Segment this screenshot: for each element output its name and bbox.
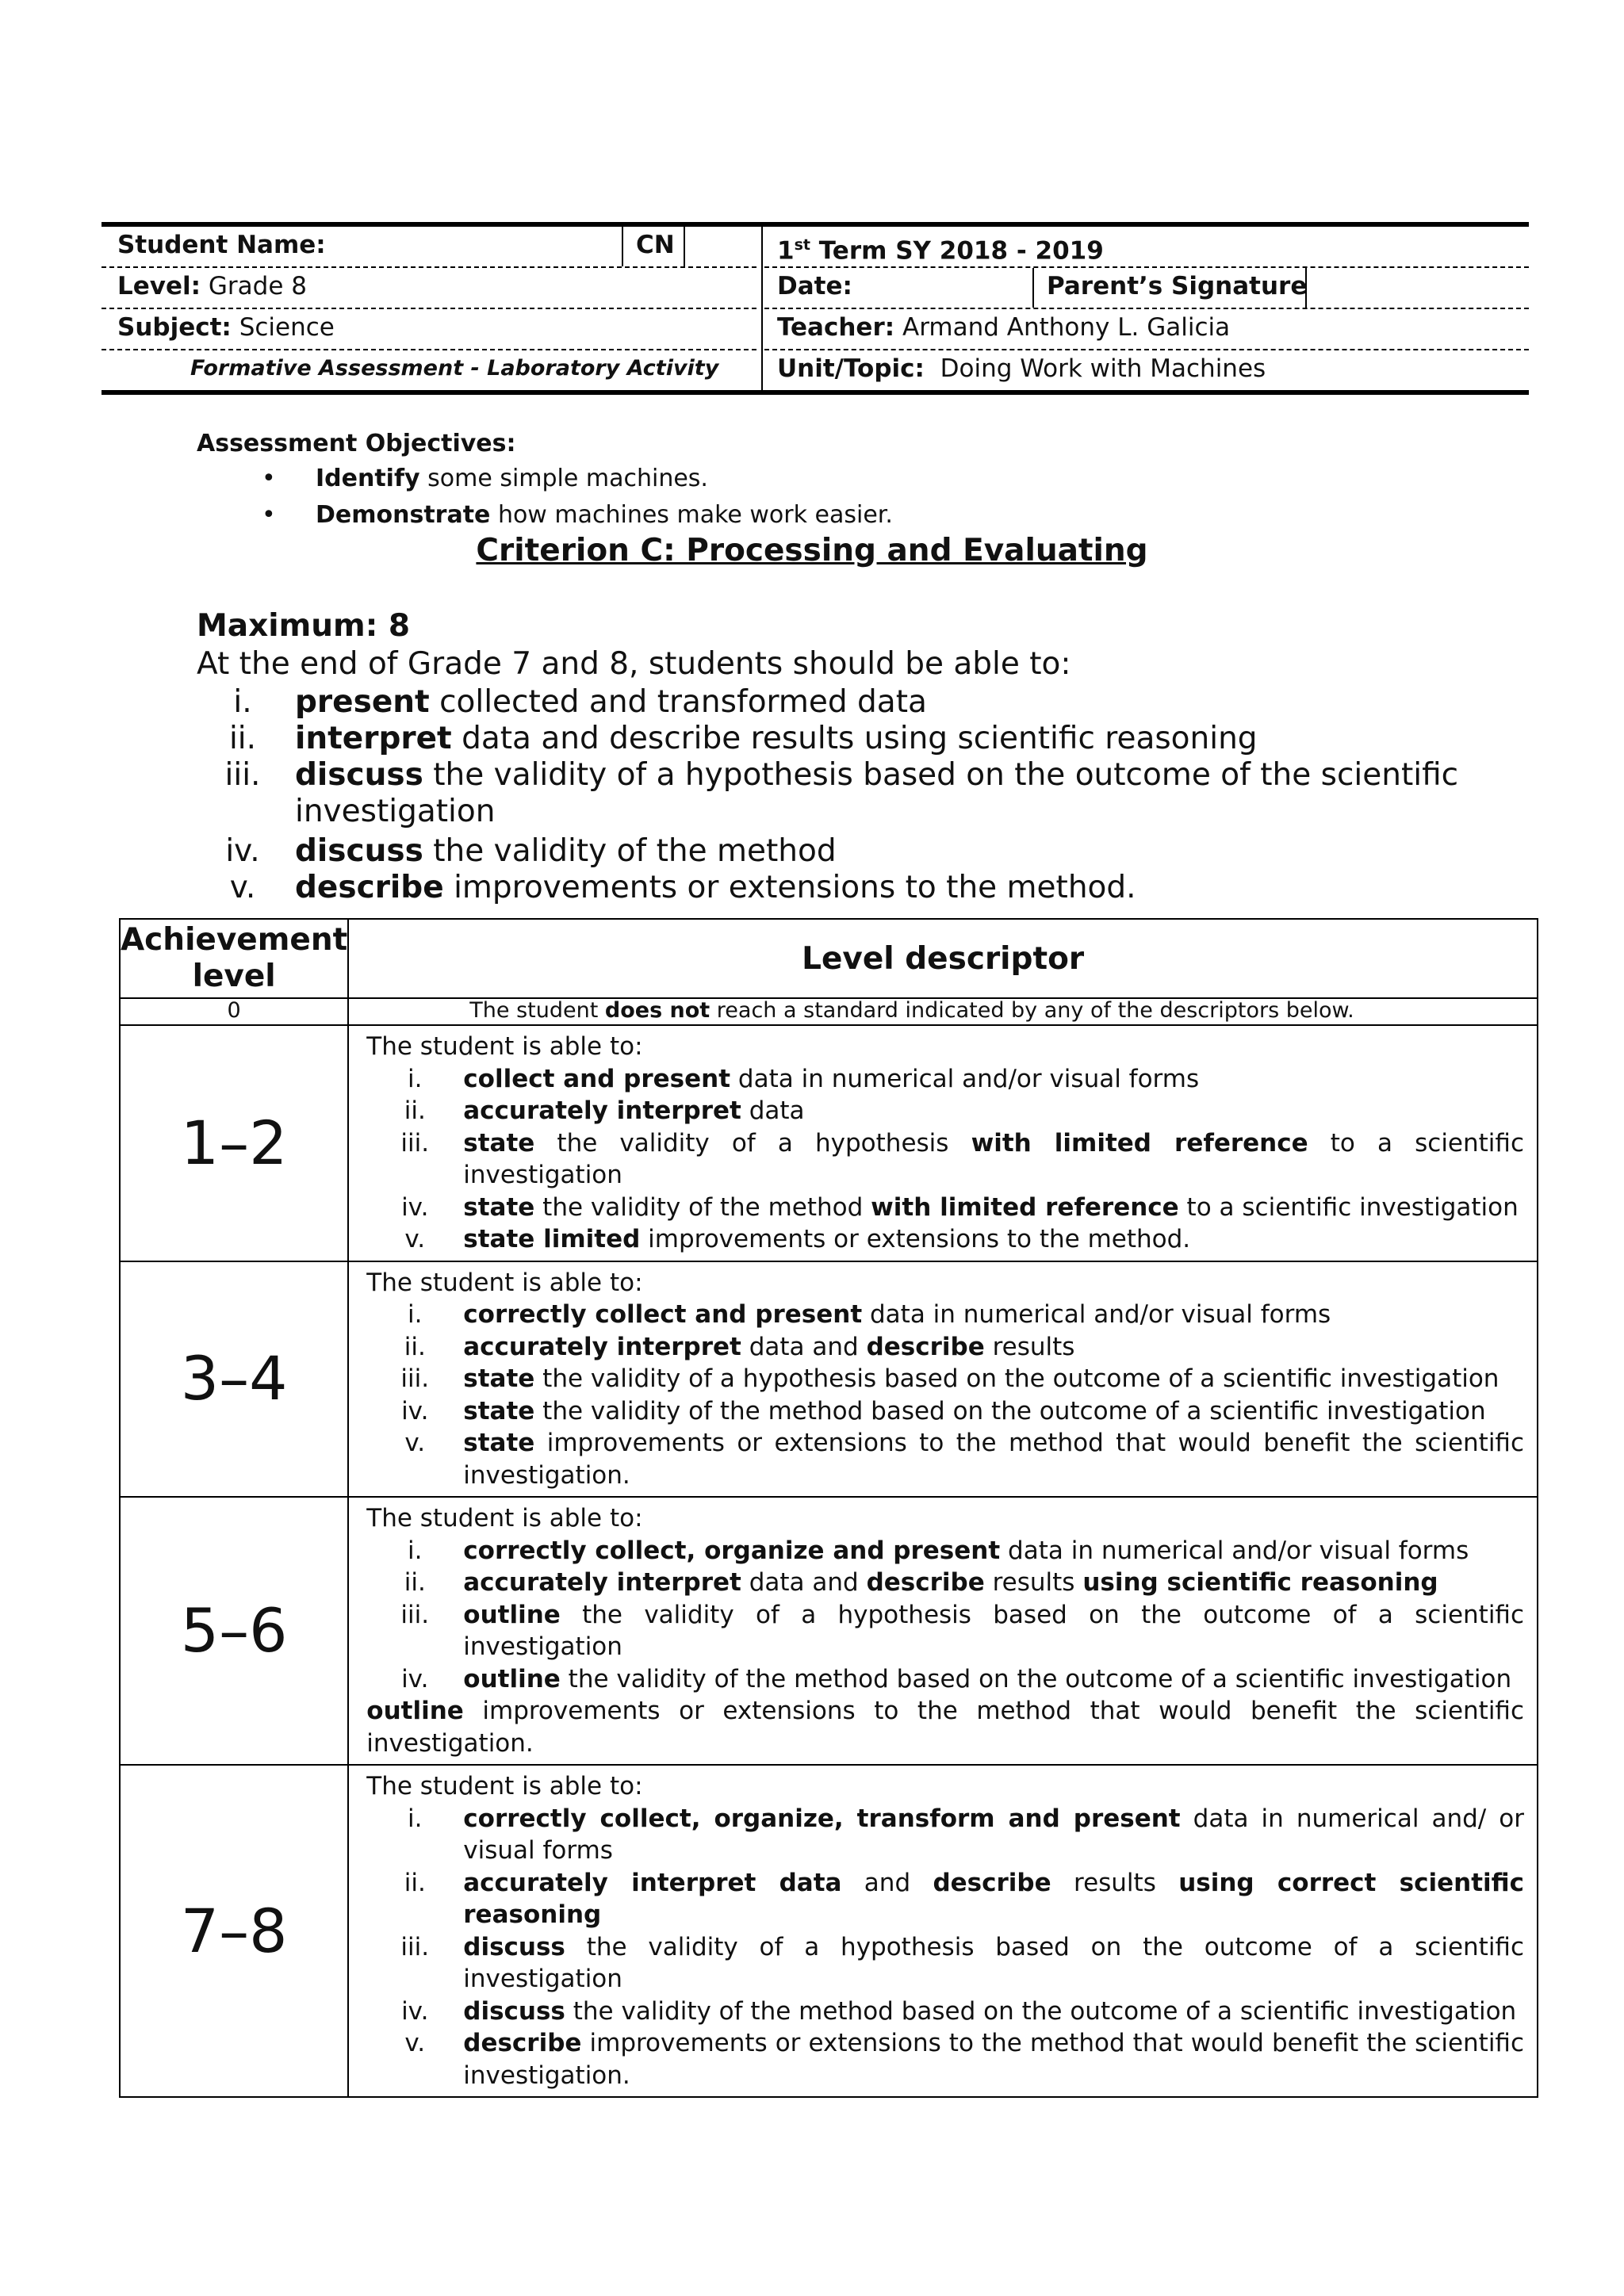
descriptor-item <box>366 1363 1524 1395</box>
descriptor-item-text: outline improvements or extensions to the method that would benefit the scientific investigation. <box>366 1697 1524 1758</box>
descriptor-item-number: v. <box>404 1429 426 1457</box>
rubric-table <box>119 918 1538 2098</box>
descriptor-item <box>366 1535 1524 1567</box>
descriptor-item-number: i. <box>408 1536 423 1565</box>
descriptor-item-text: state improvements or extensions to the method that would benefit the scientific investigation. <box>463 1429 1524 1490</box>
criterion-item: present collected and transformed data <box>295 684 927 720</box>
assessment-type: Formative Assessment - Laboratory Activity <box>190 356 719 381</box>
descriptor-item-number: i. <box>408 1064 423 1093</box>
descriptor-item-text: describe improvements or extensions to the method that would benefit the scientific investigation. <box>463 2029 1524 2090</box>
achievement-level: 1–2 <box>180 1107 288 1178</box>
teacher-field: Teacher: Armand Anthony L. Galicia <box>777 313 1231 342</box>
header-bottom-rule <box>102 390 1529 395</box>
descriptor-item-number: iii. <box>400 1128 430 1158</box>
criterion-item-number: v. <box>229 870 256 905</box>
descriptor-intro: The student is able to: <box>366 1504 643 1533</box>
descriptor-item <box>366 1299 1524 1331</box>
descriptor-item <box>366 1192 1524 1224</box>
descriptor-item <box>366 1867 1524 1931</box>
divider <box>102 266 756 268</box>
descriptor-item <box>366 1427 1524 1491</box>
achievement-level: 3–4 <box>180 1343 288 1414</box>
cn-label: CN <box>636 231 675 259</box>
student-name-label: Student Name: <box>117 231 326 259</box>
descriptor-item-number: v. <box>404 1225 426 1253</box>
descriptor-item <box>366 1127 1524 1192</box>
descriptor-item-number: iii. <box>400 1364 430 1393</box>
descriptor-item <box>366 1599 1524 1663</box>
descriptor-item <box>366 1931 1524 1996</box>
descriptor-item-number: ii. <box>404 1332 426 1361</box>
parent-signature-label: Parent’s Signature <box>1047 272 1308 300</box>
level-zero-descriptor: The student does not reach a standard indicated by any of the descriptors below. <box>348 998 1538 1025</box>
descriptor-item-text: state limited improvements or extensions to the method. <box>463 1225 1191 1253</box>
descriptor-item-text: discuss the validity of a hypothesis based on the outcome of a scientific investigation <box>463 1932 1524 1993</box>
descriptor-item-text: accurately interpret data and describe results using correct scientific reasoning <box>463 1868 1524 1929</box>
descriptor-item-number: iv. <box>401 1192 429 1222</box>
column-header-level: Achievement level <box>120 919 348 998</box>
objectives-heading: Assessment Objectives: <box>197 430 516 457</box>
rubric-header-row <box>120 919 1538 998</box>
descriptor-item-number: i. <box>408 1804 423 1833</box>
divider <box>764 349 1529 350</box>
rubric-row <box>120 1025 1538 1261</box>
level-field: Level: Grade 8 <box>117 272 307 300</box>
divider <box>764 308 1529 309</box>
criterion-item-number: iv. <box>225 833 260 869</box>
descriptor-item-text: correctly collect, organize and present data in numerical and/or visual forms <box>463 1536 1469 1565</box>
descriptor-item-text: state the validity of a hypothesis based on the outcome of a scientific investigation <box>463 1364 1500 1393</box>
descriptor-intro: The student is able to: <box>366 1268 643 1297</box>
term-label: 1st Term SY 2018 - 2019 <box>777 236 1104 266</box>
descriptor-item-number: iii. <box>400 1932 430 1961</box>
descriptor-item <box>366 1567 1524 1599</box>
descriptor-item-text: outline the validity of the method based on the outcome of a scientific investigation <box>463 1664 1512 1693</box>
cn-box-left <box>622 225 623 266</box>
descriptor-item-text: correctly collect, organize, transform and present data in numerical and/ or visual forms <box>463 1804 1524 1865</box>
descriptor-item-number: ii. <box>404 1096 426 1125</box>
criterion-item-continuation: investigation <box>295 794 496 829</box>
divider <box>102 349 756 350</box>
header-top-rule <box>102 222 1529 227</box>
criterion-title: Criterion C: Processing and Evaluating <box>476 533 1148 568</box>
rubric-row <box>120 1261 1538 1498</box>
descriptor-intro: The student is able to: <box>366 1772 643 1800</box>
criterion-intro: At the end of Grade 7 and 8, students should be able to: <box>197 646 1071 682</box>
rubric-row <box>120 1765 1538 2097</box>
rubric-row-zero <box>120 998 1538 1025</box>
objective-item: Identify some simple machines. <box>316 465 708 492</box>
descriptor-item <box>366 1996 1524 2028</box>
descriptor-item-number: i. <box>408 1300 423 1329</box>
signature-box-left <box>1032 268 1034 308</box>
descriptor-item-text: accurately interpret data and describe results <box>463 1332 1075 1361</box>
header-column-divider <box>761 225 763 390</box>
descriptor-item-number: v. <box>404 2029 426 2057</box>
column-header-descriptor: Level descriptor <box>348 919 1538 998</box>
rubric-row <box>120 1497 1538 1765</box>
descriptor-item <box>366 1395 1524 1428</box>
descriptor-item-text: accurately interpret data <box>463 1096 805 1125</box>
descriptor-item-number: iv. <box>401 1664 429 1693</box>
level-zero: 0 <box>120 998 348 1025</box>
criterion-item-number: i. <box>233 684 252 720</box>
achievement-level: 7–8 <box>180 1895 288 1966</box>
descriptor-item-text: state the validity of the method with limited reference to a scientific investigation <box>463 1192 1519 1222</box>
criterion-item: discuss the validity of the method <box>295 833 837 869</box>
descriptor-item-number: ii. <box>404 1568 426 1597</box>
criterion-item: describe improvements or extensions to the method. <box>295 870 1136 905</box>
descriptor-item-number: iii. <box>400 1600 430 1629</box>
descriptor-item-text: discuss the validity of the method based on the outcome of a scientific investigation <box>463 1996 1517 2026</box>
descriptor-item-number: iv. <box>401 1396 429 1425</box>
descriptor-item-number: ii. <box>404 1868 426 1897</box>
divider <box>764 266 1529 268</box>
descriptor-item <box>366 2027 1524 2091</box>
descriptor-item-text: outline the validity of a hypothesis based on the outcome of a scientific investigation <box>463 1600 1524 1661</box>
descriptor-item-text: collect and present data in numerical and/or visual forms <box>463 1064 1200 1093</box>
achievement-level: 5–6 <box>180 1595 288 1666</box>
descriptor-item <box>366 1695 1524 1759</box>
descriptor-item <box>366 1663 1524 1696</box>
date-label: Date: <box>777 272 852 300</box>
criterion-maximum: Maximum: 8 <box>197 608 411 644</box>
header-table <box>102 222 1529 396</box>
descriptor-item-text: correctly collect and present data in numerical and/or visual forms <box>463 1300 1331 1329</box>
descriptor-item-number: iv. <box>401 1996 429 2026</box>
divider <box>102 308 756 309</box>
objective-item: • <box>262 465 276 492</box>
criterion-item: interpret data and describe results using scientific reasoning <box>295 721 1258 756</box>
descriptor-item <box>366 1223 1524 1256</box>
descriptor-item <box>366 1063 1524 1096</box>
objective-item: • <box>262 501 276 529</box>
descriptor-item <box>366 1803 1524 1867</box>
descriptor-item-text: state the validity of a hypothesis with limited reference to a scientific investigation <box>463 1128 1524 1189</box>
subject-field: Subject: Science <box>117 313 335 342</box>
descriptor-item-text: accurately interpret data and describe results using scientific reasoning <box>463 1568 1438 1597</box>
criterion-item-number: iii. <box>224 757 261 793</box>
descriptor-item <box>366 1095 1524 1127</box>
descriptor-intro: The student is able to: <box>366 1032 643 1061</box>
cn-box-right <box>684 225 685 266</box>
objective-item: Demonstrate how machines make work easier. <box>316 501 893 529</box>
descriptor-item-text: state the validity of the method based on the outcome of a scientific investigation <box>463 1396 1486 1425</box>
criterion-item: discuss the validity of a hypothesis based on the outcome of the scientific <box>295 757 1459 793</box>
criterion-item-number: ii. <box>228 721 257 756</box>
descriptor-item <box>366 1331 1524 1364</box>
unit-topic-field: Unit/Topic: Doing Work with Machines <box>777 354 1266 383</box>
